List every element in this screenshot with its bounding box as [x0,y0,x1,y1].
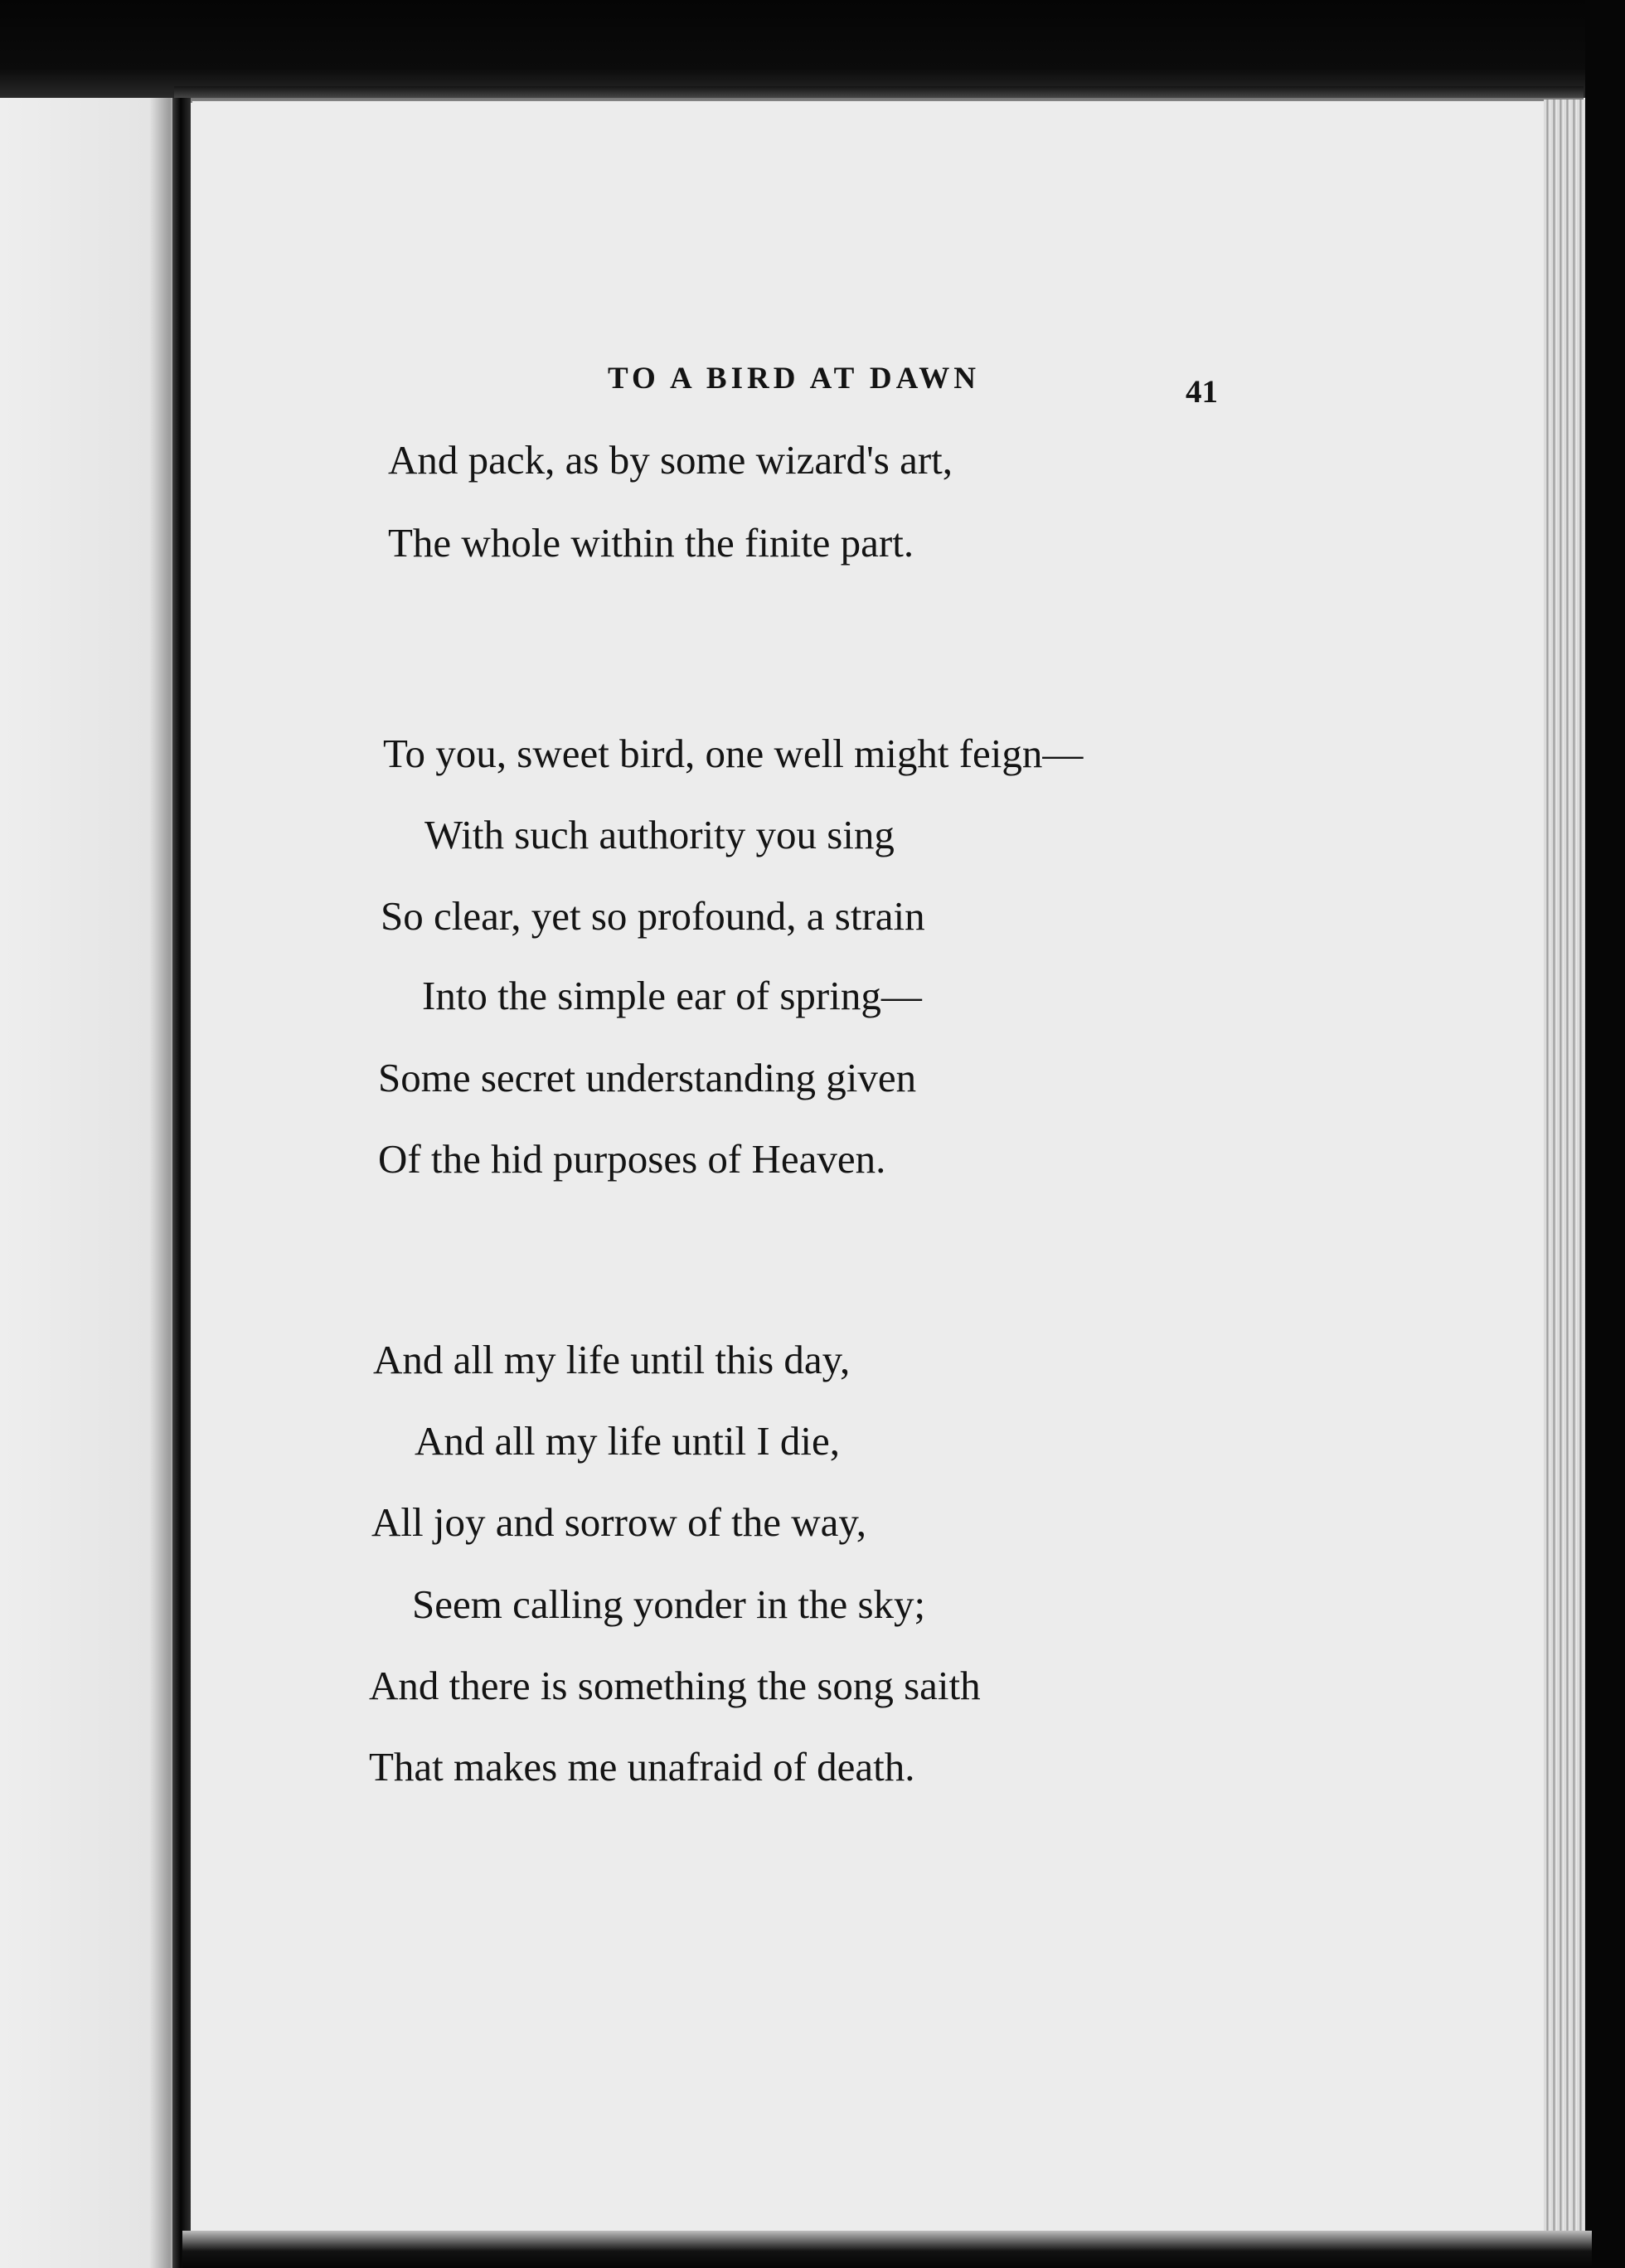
scan-bottom-border [182,2231,1592,2268]
page-edge-stack [1544,100,1587,2268]
running-head: TO A BIRD AT DAWN [608,362,980,396]
verse-line: Seem calling yonder in the sky; [412,1581,926,1627]
verse-line: So clear, yet so profound, a strain [381,893,925,939]
verse-line: Some secret understanding given [378,1055,917,1100]
verse-line: And pack, as by some wizard's art, [388,437,953,483]
page-number: 41 [1186,374,1218,410]
scan-top-border [0,0,1625,98]
verse-line: With such authority you sing [424,812,895,857]
verse-line: All joy and sorrow of the way, [371,1499,866,1545]
verse-line: And there is something the song saith [369,1663,981,1708]
verse-line: The whole within the finite part. [388,520,914,566]
book-spine-shadow [172,98,191,2268]
scan-right-border [1585,0,1625,2268]
facing-page-gutter [0,98,176,2268]
verse-line: To you, sweet bird, one well might feign— [383,731,1084,776]
page-top-shadow [174,86,1584,103]
verse-line: Into the simple ear of spring— [422,973,922,1018]
verse-line: And all my life until I die, [415,1418,841,1464]
verse-line: That makes me unafraid of death. [369,1744,915,1790]
verse-line: And all my life until this day, [373,1337,851,1382]
verse-line: Of the hid purposes of Heaven. [378,1136,886,1182]
